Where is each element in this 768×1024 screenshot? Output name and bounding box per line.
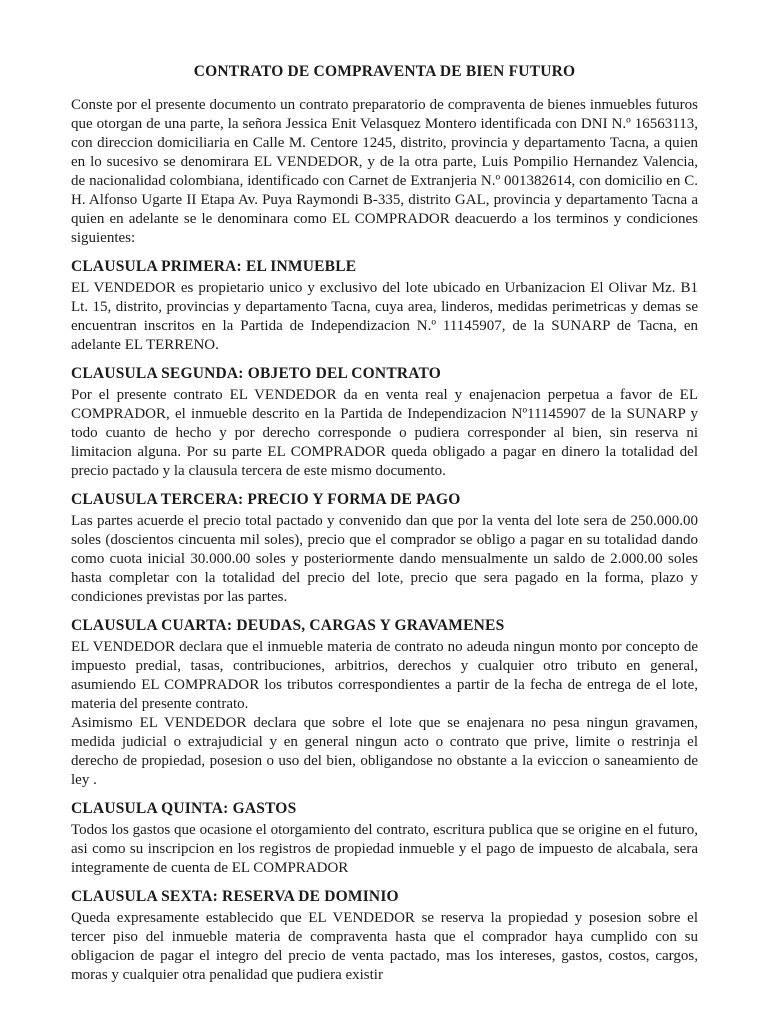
- intro-paragraph: Conste por el presente documento un contrato preparatorio de compraventa de bienes inmuebles futuros que otorgan de una parte, la señora Jessica Enit Velasquez Montero identificada con DNI N.º 16563113, con direccion domiciliaria en Calle M. Centore 1245, distrito, provincia y departamento Tacna, a quien en lo sucesivo se denomirara EL VENDEDOR, y de la otra parte, Luis Pompilio Hernandez Valencia, de nacionalidad colombiana, identificado con Carnet de Extranjeria N.º 001382614, con domicilio en C. H. Alfonso Ugarte II Etapa Av. Puya Raymondi B-335, distrito GAL, provincia y departamento Tacna a quien en adelante se le denominara como EL COMPRADOR deacuerdo a los terminos y condiciones siguientes:: [71, 97, 698, 246]
- clause-heading-primera: CLAUSULA PRIMERA: EL INMUEBLE: [71, 258, 357, 275]
- clause-heading-cuarta: CLAUSULA CUARTA: DEUDAS, CARGAS Y GRAVAMENES: [71, 617, 505, 634]
- clause-sexta: [71, 887, 698, 985]
- clause-paragraph: Queda expresamente establecido que EL VENDEDOR se reserva la propiedad y posesion sobre el tercer piso del inmueble materia de compraventa hasta que el comprador haya cumplido con su obligacion de pagar el integro del precio de venta pactado, mas los intereses, gastos, costos, cargos, moras y cualquier otra penalidad que pudiera existir: [71, 910, 698, 983]
- clause-quinta: [71, 799, 698, 878]
- clause-segunda: [71, 364, 698, 481]
- clause-cuarta: [71, 616, 698, 790]
- clause-paragraph: Las partes acuerde el precio total pactado y convenido dan que por la venta del lote sera de 250.000.00 soles (doscientos cincuenta mil soles), precio que el comprador se obligo a pagar en su totalidad dando como cuota inicial 30.000.00 soles y posteriormente dando mensualmente un saldo de 2.000.00 soles hasta completar con la totalidad del precio del lote, precio que sera pagado en la forma, plazo y condiciones previstas por las partes.: [71, 513, 698, 605]
- document-title: CONTRATO DE COMPRAVENTA DE BIEN FUTURO: [193, 63, 576, 80]
- document-body: [71, 96, 698, 985]
- clause-heading-sexta: CLAUSULA SEXTA: RESERVA DE DOMINIO: [71, 888, 399, 905]
- clause-tercera: [71, 490, 698, 607]
- clause-paragraph: EL VENDEDOR es propietario unico y exclusivo del lote ubicado en Urbanizacion El Olivar Mz. B1 Lt. 15, distrito, provincias y departamento Tacna, cuya area, linderos, medidas perimetricas y demas se encuentran inscritos en la Partida de Independizacion N.º 11145907, de la SUNARP de Tacna, en adelante EL TERRENO.: [71, 280, 698, 353]
- clause-paragraph: Todos los gastos que ocasione el otorgamiento del contrato, escritura publica que se origine en el futuro, asi como su inscripcion en los registros de propiedad inmueble y el pago de impuesto de alcabala, sera integramente de cuenta de EL COMPRADOR: [71, 822, 698, 876]
- clause-heading-quinta: CLAUSULA QUINTA: GASTOS: [71, 800, 297, 817]
- clause-primera: [71, 257, 698, 355]
- clause-paragraph: Asimismo EL VENDEDOR declara que sobre el lote que se enajenara no pesa ningun gravamen, medida judicial o extrajudicial y en general ningun acto o contrato que prive, limite o restrinja el derecho de propiedad, posesion o uso del bien, obligandose no obstante a la eviccion o saneamiento de ley .: [71, 715, 698, 788]
- clause-paragraph: EL VENDEDOR declara que el inmueble materia de contrato no adeuda ningun monto por concepto de impuesto predial, tasas, contribuciones, arbitrios, derechos y cualquier otro tributo en general, asumiendo EL COMPRADOR los tributos correspondientes a partir de la fecha de entrega de el lote, materia del presente contrato.: [71, 639, 698, 712]
- clause-paragraph: Por el presente contrato EL VENDEDOR da en venta real y enajenacion perpetua a favor de EL COMPRADOR, el inmueble descrito en la Partida de Independizacion Nº11145907 de la SUNARP y todo cuanto de hecho y por derecho corresponde o pudiera corresponder al bien, sin reserva ni limitacion alguna. Por su parte EL COMPRADOR queda obligado a pagar en dinero la totalidad del precio pactado y la clausula tercera de este mismo documento.: [71, 387, 698, 479]
- clause-heading-segunda: CLAUSULA SEGUNDA: OBJETO DEL CONTRATO: [71, 365, 442, 382]
- clause-heading-tercera: CLAUSULA TERCERA: PRECIO Y FORMA DE PAGO: [71, 491, 461, 508]
